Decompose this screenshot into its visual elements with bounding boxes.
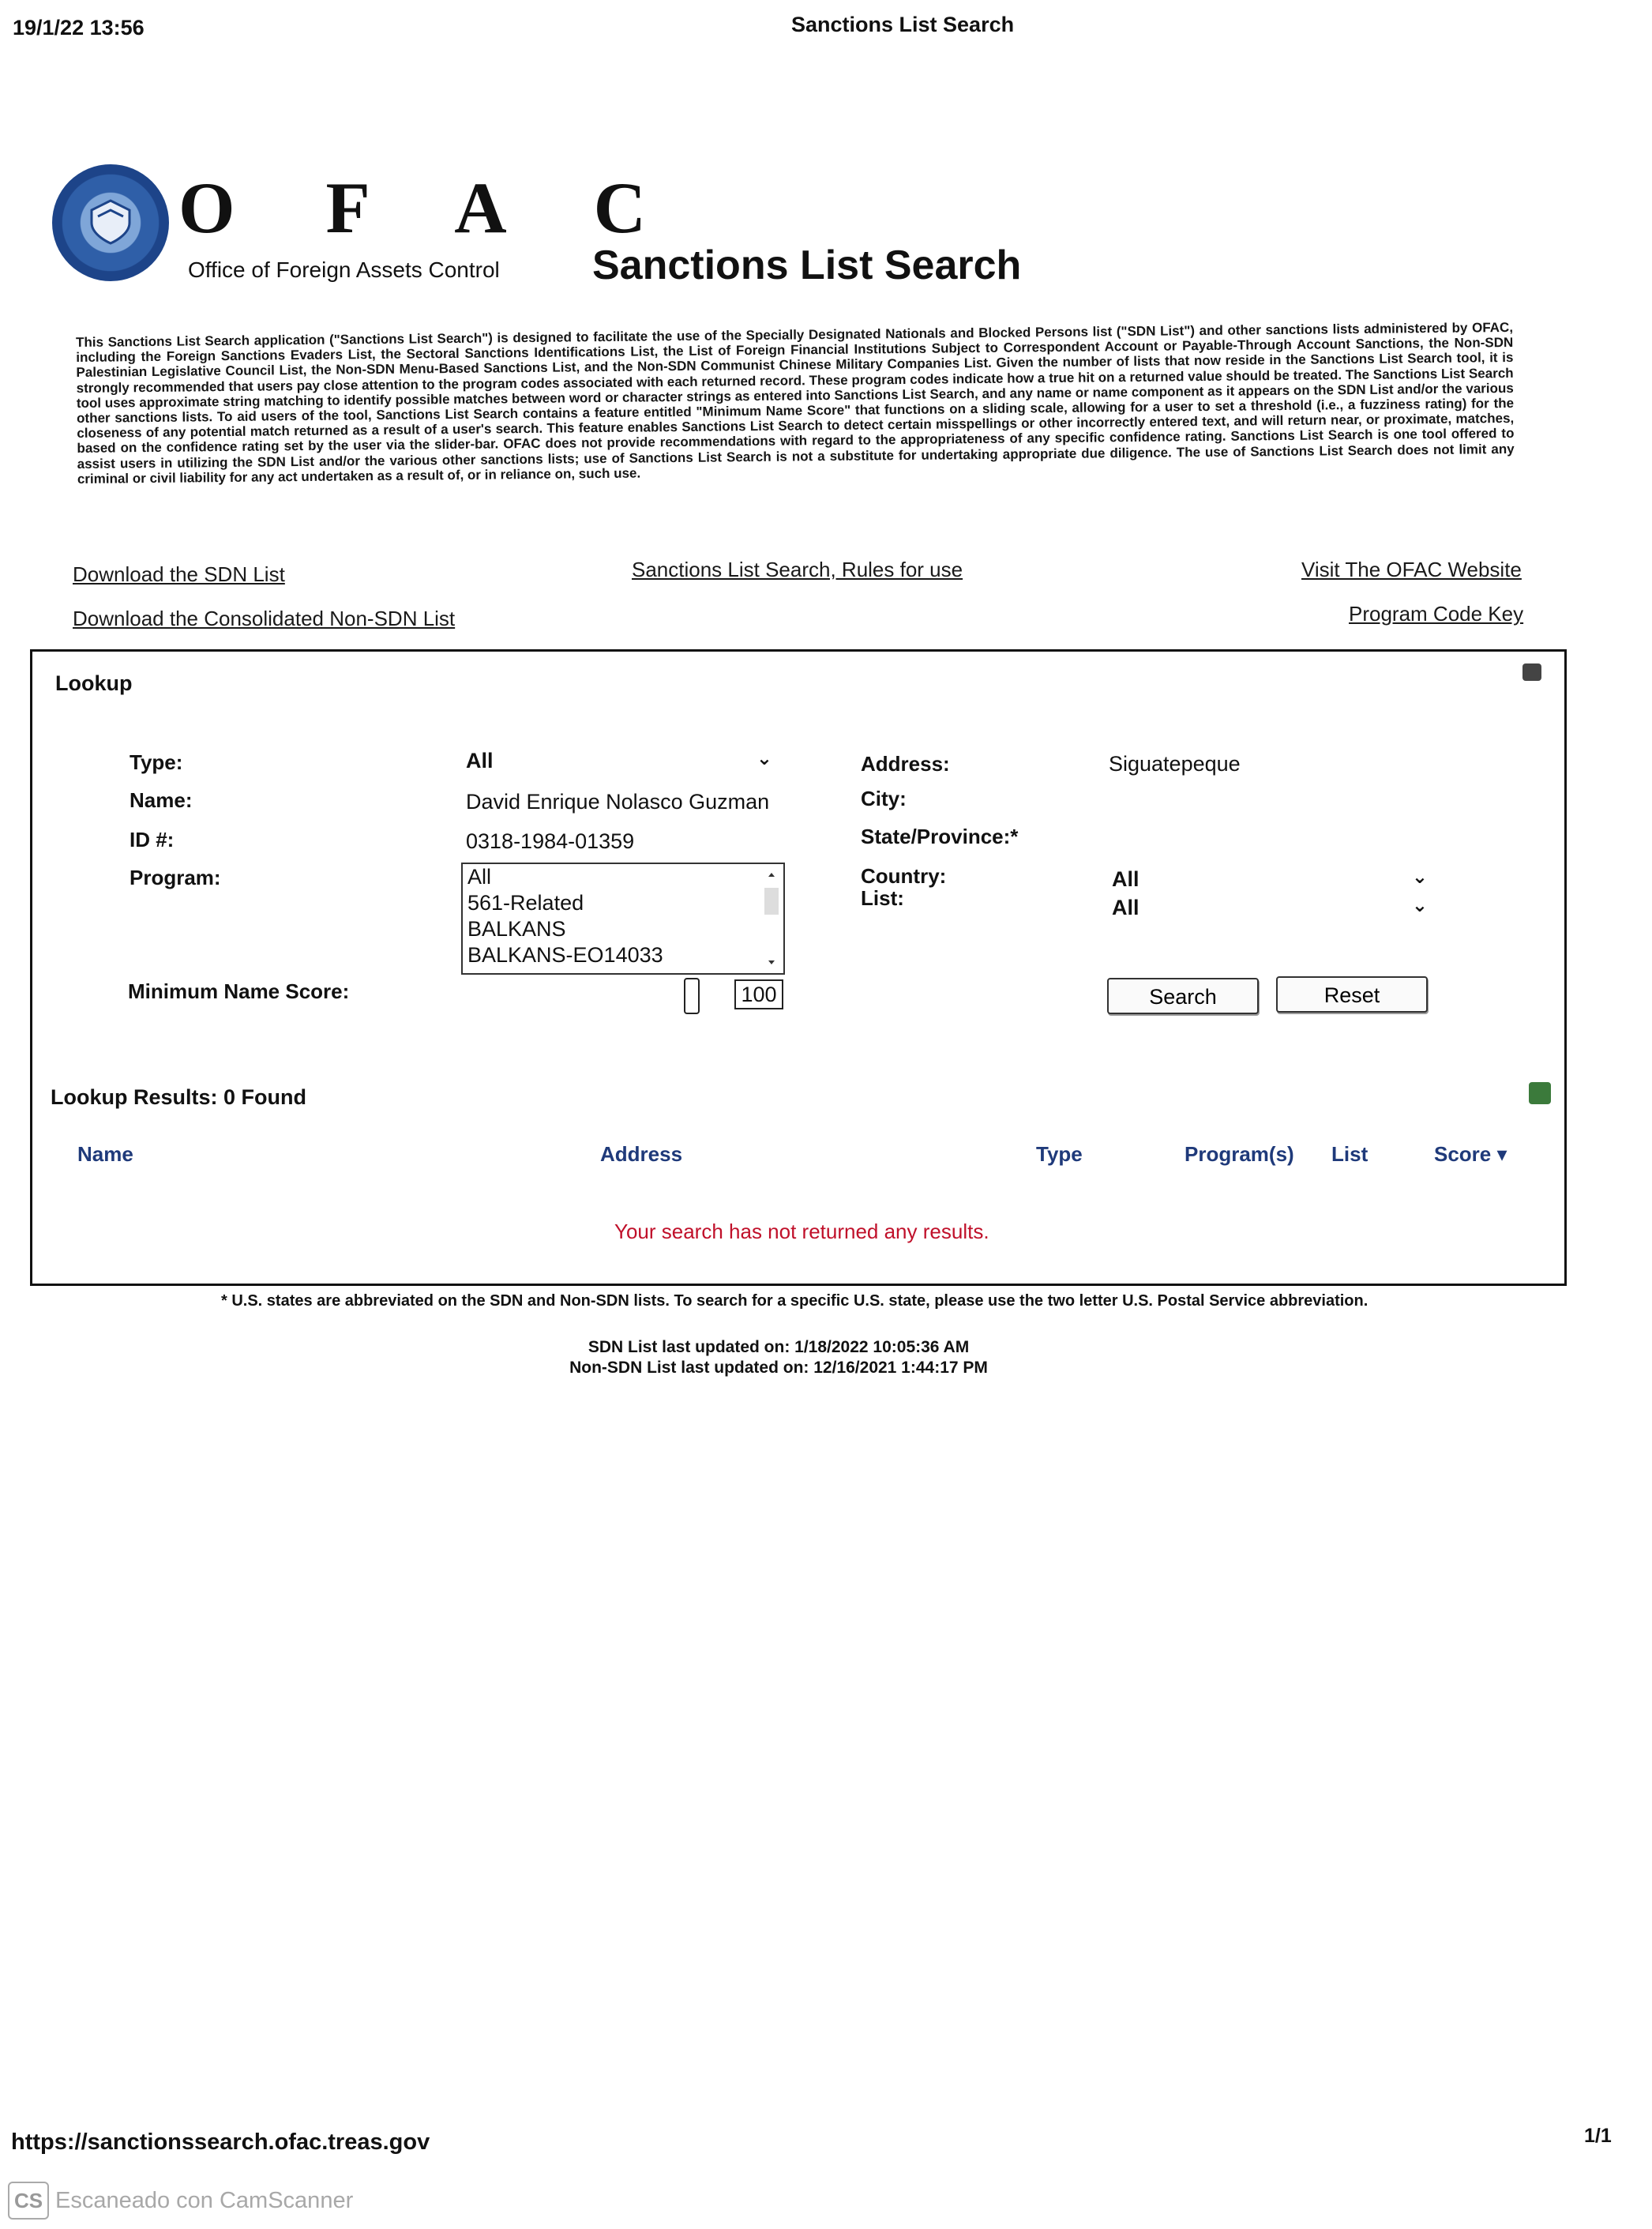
chevron-down-icon: ⌄	[1411, 895, 1428, 916]
scrollbar-thumb[interactable]	[764, 888, 779, 915]
download-non-sdn-link[interactable]: Download the Consolidated Non-SDN List	[73, 607, 456, 630]
no-results-message: Your search has not returned any results.	[614, 1220, 989, 1243]
country-value: All	[1112, 867, 1140, 891]
min-score-slider[interactable]	[684, 978, 700, 1014]
print-title: Sanctions List Search	[791, 13, 1015, 36]
program-label: Program:	[130, 866, 221, 889]
col-list-header[interactable]: List	[1331, 1142, 1369, 1166]
col-name-header[interactable]: Name	[77, 1142, 133, 1166]
chevron-down-icon: ⌄	[756, 748, 772, 769]
min-score-input[interactable]: 100	[734, 979, 783, 1009]
chevron-down-icon: ⌄	[1411, 866, 1428, 888]
print-date: 19/1/22 13:56	[13, 16, 145, 39]
reset-button[interactable]: Reset	[1276, 976, 1428, 1013]
col-type-header[interactable]: Type	[1036, 1142, 1083, 1166]
program-listbox[interactable]	[461, 863, 785, 975]
name-label: Name:	[130, 788, 193, 812]
results-title: Lookup Results: 0 Found	[51, 1085, 306, 1109]
type-select[interactable]	[466, 747, 779, 776]
visit-ofac-link[interactable]: Visit The OFAC Website	[1301, 558, 1522, 581]
list-select[interactable]	[1112, 894, 1434, 921]
country-label: Country:	[861, 864, 947, 888]
export-excel-icon[interactable]	[1529, 1082, 1551, 1104]
camscanner-watermark: Escaneado con CamScanner	[55, 2188, 354, 2213]
program-option[interactable]: BALKANS	[467, 917, 566, 941]
treasury-seal-icon	[52, 164, 169, 281]
col-address-header[interactable]: Address	[600, 1142, 683, 1166]
list-label: List:	[861, 886, 904, 910]
lookup-panel	[30, 649, 1567, 1286]
state-label: State/Province:*	[861, 825, 1019, 848]
search-button[interactable]: Search	[1107, 978, 1259, 1014]
type-value: All	[466, 749, 494, 772]
download-sdn-link[interactable]: Download the SDN List	[73, 562, 285, 586]
city-label: City:	[861, 787, 907, 810]
address-label: Address:	[861, 752, 950, 776]
ofac-logo-letters: O F A C	[178, 167, 683, 248]
program-option[interactable]: BALKANS-EO14033	[467, 943, 663, 967]
min-score-label: Minimum Name Score:	[128, 979, 350, 1003]
program-scrollbar[interactable]	[763, 867, 780, 970]
program-option[interactable]: All	[467, 865, 492, 889]
id-label: ID #:	[130, 828, 175, 851]
non-sdn-updated: Non-SDN List last updated on: 12/16/2021 1:44:17 PM	[569, 1359, 988, 1377]
program-option[interactable]: 561-Related	[467, 891, 584, 915]
disclaimer-text: This Sanctions List Search application ("Sanctions List Search") is designed to facilitate the use of the Specially Designated Nationals and Blocked Persons list ("SDN List") and other sanctions lists administered by OFAC, including the Foreign Sanctions Evaders List, the Sectoral Sanctions Identifications List, the List of Foreign Financial Institutions Subject to Correspondent Account or Payable-Through Account Sanctions, the Non-SDN Palestinian Legislative Council List, the Non-SDN Menu-Based Sanctions List, and the Non-SDN Communist Chinese Military Companies List. Given the number of lists that now reside in the Sanctions List Search tool, it is strongly recommended that users pay close attention to the program codes associated with each returned record. These program codes indicate how a true hit on a returned value should be treated. The Sanctions List Search tool uses approximate string matching to identify possible matches between word or character strings as entered into Sanctions List Search, and any name or name component as it appears on the SDN List and/or the various other sanctions lists. To aid users of the tool, Sanctions List Search contains a feature entitled "Minimum Name Score" that functions on a sliding scale, allowing for a user to set a threshold (i.e., a fuzziness rating) for the closeness of any potential match returned as a result of a user's search. This feature enables Sanctions List Search to detect certain misspellings or other incorrectly entered text, and will return near, or proximate, matches, based on the confidence rating set by the user via the slider-bar. OFAC does not provide recommendations with regard to the appropriateness of any specific confidence rating. Sanctions List Search is one tool offered to assist users in utilizing the SDN List and/or the various other sanctions lists; use of Sanctions List Search is not a substitute for undertaking appropriate due diligence. The use of Sanctions List Search does not limit any criminal or civil liability for any act undertaken as a result of, or in reliance on, such use.	[76, 319, 1515, 487]
print-url: https://sanctionssearch.ofac.treas.gov	[11, 2129, 430, 2155]
col-programs-header[interactable]: Program(s)	[1185, 1142, 1294, 1166]
page-number: 1/1	[1584, 2125, 1612, 2147]
sdn-updated: SDN List last updated on: 1/18/2022 10:05:36 AM	[588, 1338, 970, 1356]
camscanner-logo-icon: CS	[8, 2182, 49, 2220]
list-value: All	[1112, 896, 1140, 919]
state-abbreviation-note: * U.S. states are abbreviated on the SDN and Non-SDN lists. To search for a specific U.S. state, please use the two letter U.S. Postal Service abbreviation.	[221, 1292, 1369, 1310]
rules-link[interactable]: Sanctions List Search, Rules for use	[632, 558, 963, 581]
page-title: Sanctions List Search	[592, 242, 1022, 288]
type-label: Type:	[130, 750, 183, 774]
lookup-title: Lookup	[55, 671, 133, 695]
country-select[interactable]	[1112, 866, 1434, 893]
print-icon[interactable]	[1522, 663, 1541, 681]
program-code-key-link[interactable]: Program Code Key	[1349, 602, 1524, 626]
id-input[interactable]: 0318-1984-01359	[466, 829, 635, 853]
ofac-subtitle: Office of Foreign Assets Control	[188, 257, 500, 282]
address-input[interactable]: Siguatepeque	[1109, 752, 1241, 776]
col-score-header[interactable]: Score ▾	[1434, 1142, 1507, 1166]
name-input[interactable]: David Enrique Nolasco Guzman	[466, 790, 770, 814]
